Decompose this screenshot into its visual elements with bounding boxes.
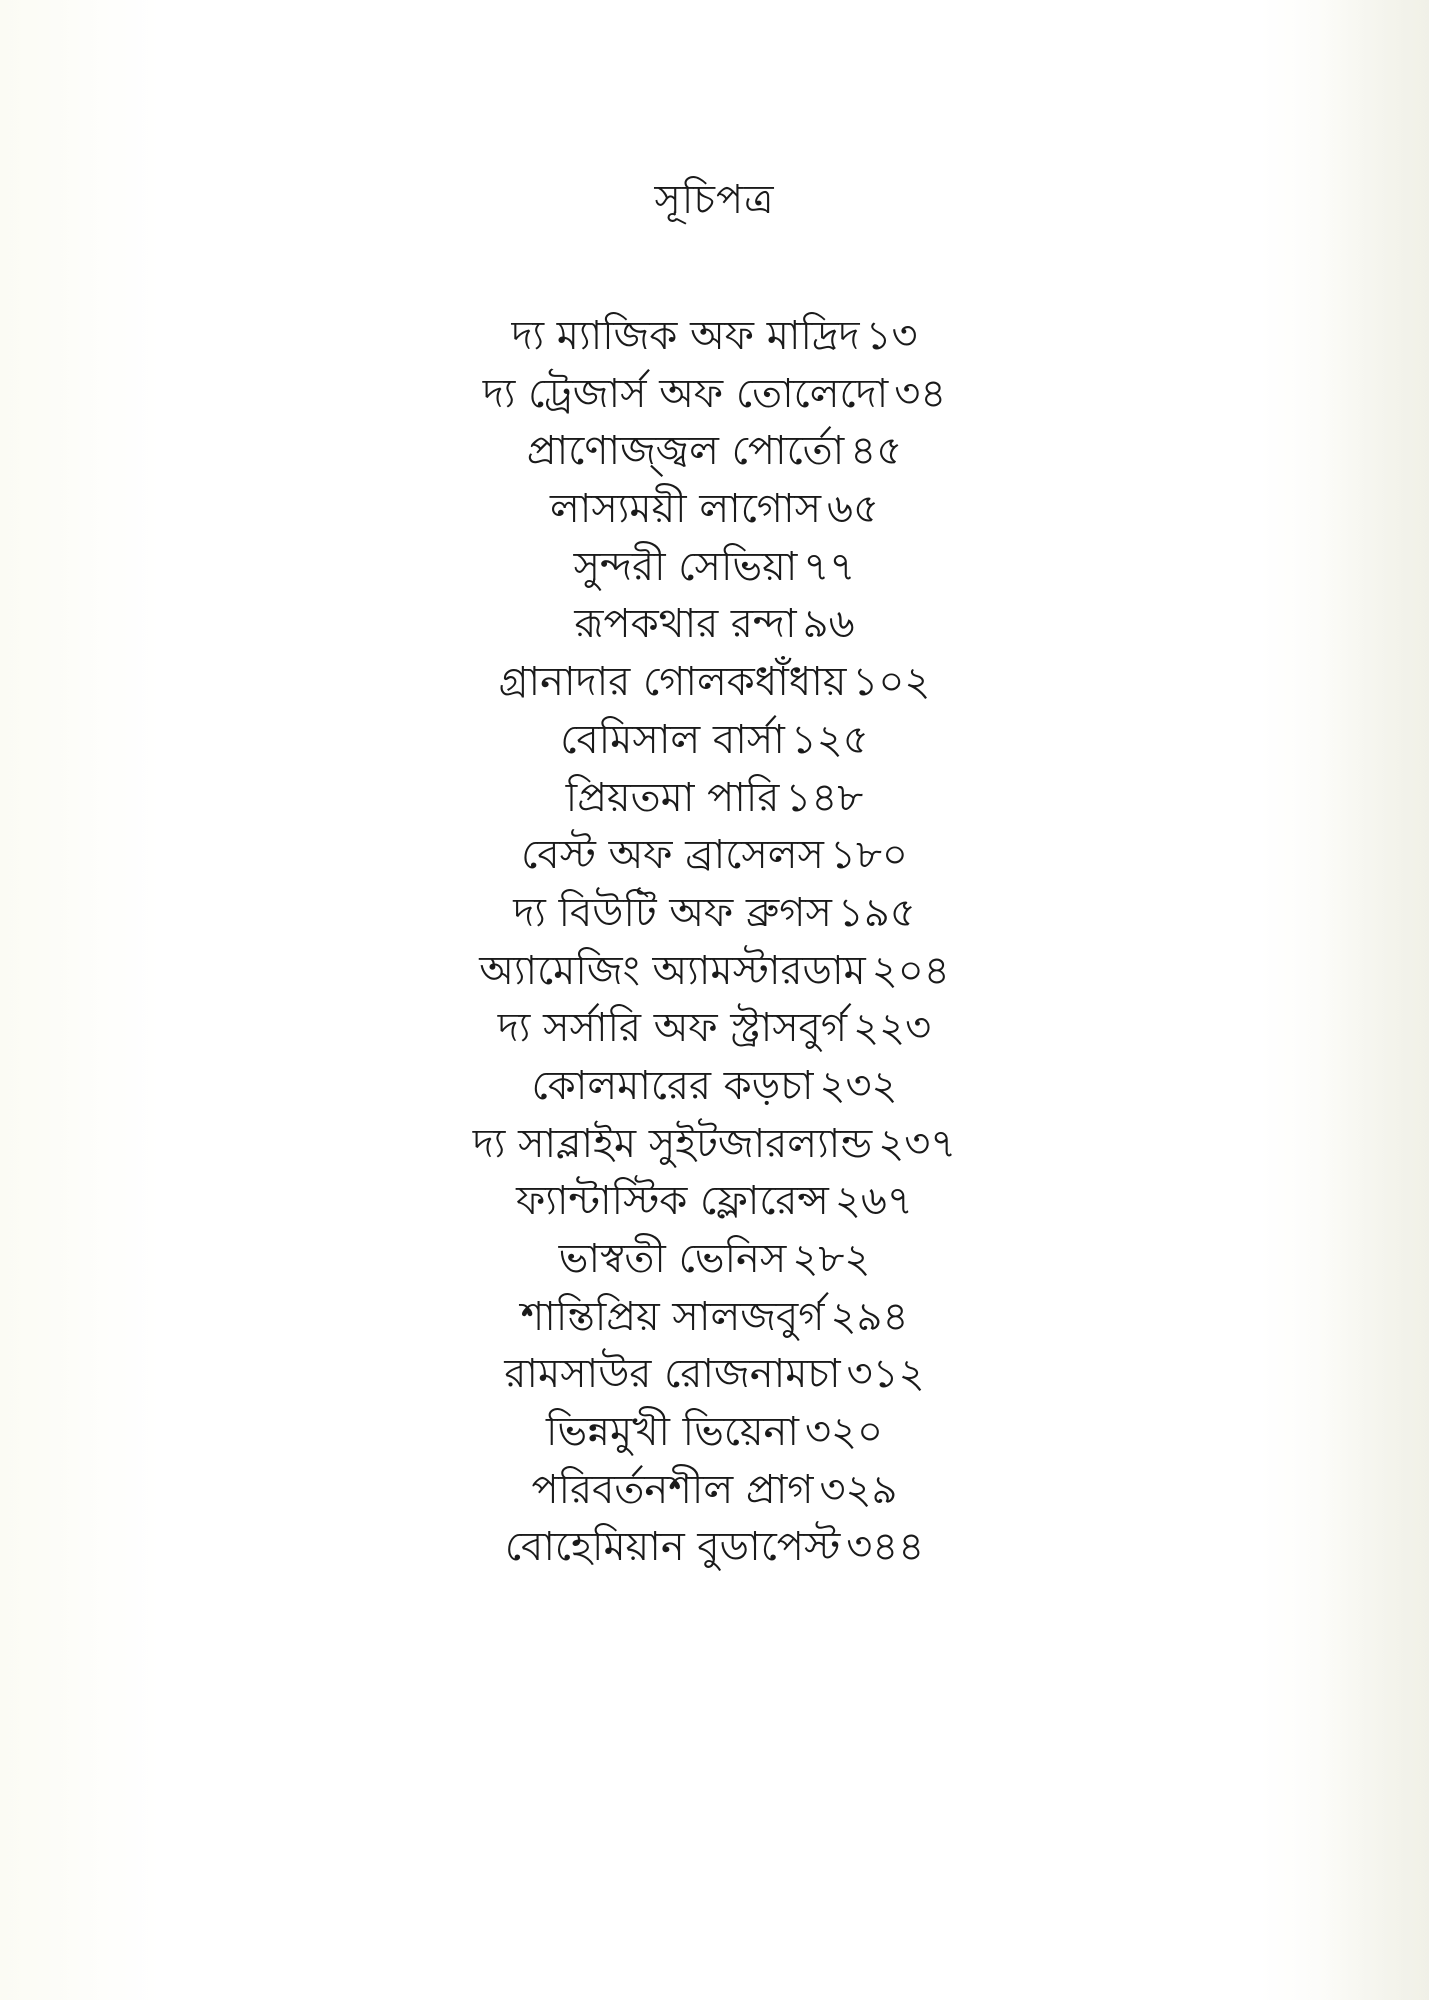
toc-entry-page-number: ৩২০ xyxy=(805,1409,884,1456)
toc-entry xyxy=(0,1231,1429,1289)
toc-entry-title: কোলমারের কড়চা xyxy=(531,1062,814,1109)
toc-entry-title: ভিন্নমুখী ভিয়েনা xyxy=(545,1409,800,1456)
toc-entry xyxy=(0,712,1429,770)
toc-entry-page-number: ২০৪ xyxy=(871,947,950,994)
toc-entry-page-number: ৯৬ xyxy=(802,601,855,648)
toc-entry-page-number: ১৯৫ xyxy=(837,889,916,936)
toc-entry xyxy=(0,1346,1429,1404)
toc-entry-page-number: ১৩ xyxy=(865,313,918,359)
toc-entry-title: বোহেমিয়ান বুডাপেস্ট xyxy=(504,1524,841,1571)
toc-entry-title: দ্য বিউটি অফ ব্রুগস xyxy=(513,889,832,936)
toc-entry-title: গ্রানাদার গোলকধাঁধায় xyxy=(498,659,847,706)
toc-entry xyxy=(0,943,1429,1001)
toc-entry-title: বেমিসাল বার্সা xyxy=(560,716,785,763)
toc-entry-title: প্রিয়তমা পারি xyxy=(565,774,780,821)
toc-entry xyxy=(0,770,1429,828)
toc-entry-page-number: ৩২৯ xyxy=(819,1466,898,1513)
toc-entry-page-number: ২৯৪ xyxy=(830,1293,909,1340)
toc-entry xyxy=(0,481,1429,539)
toc-entry-page-number: ২৩৭ xyxy=(878,1120,957,1167)
toc-entry-page-number: ১২৫ xyxy=(790,716,869,763)
toc-entry-title: রামসাউর রোজনামচা xyxy=(504,1351,841,1398)
table-of-contents xyxy=(0,308,1429,1577)
toc-entry xyxy=(0,654,1429,712)
toc-entry xyxy=(0,308,1429,366)
toc-entry-title: দ্য সর্সারি অফ স্ট্রাসবুর্গ xyxy=(497,1005,848,1052)
toc-entry xyxy=(0,1519,1429,1577)
toc-entry-page-number: ১৮০ xyxy=(829,832,908,879)
toc-entry-title: দ্য সাব্লাইম সুইটজারল্যান্ড xyxy=(472,1120,873,1167)
toc-entry-page-number: ২৮২ xyxy=(792,1236,871,1282)
toc-entry-title: ফ্যান্টাস্টিক ফ্লোরেন্স xyxy=(516,1178,829,1225)
toc-entry-title: রূপকথার রন্দা xyxy=(574,601,797,648)
page-title: সূচিপত্র xyxy=(654,177,775,223)
toc-entry-title: পরিবর্তনশীল প্রাগ xyxy=(531,1466,814,1513)
toc-entry xyxy=(0,423,1429,481)
toc-entry-page-number: ২৩২ xyxy=(819,1062,898,1109)
toc-entry xyxy=(0,885,1429,943)
toc-entry-page-number: ৪৫ xyxy=(850,428,903,475)
toc-entry-page-number: ১০২ xyxy=(852,659,931,706)
toc-entry-title: দ্য ট্রেজার্স অফ তোলেদো xyxy=(482,370,889,417)
toc-entry xyxy=(0,1058,1429,1116)
toc-entry xyxy=(0,1173,1429,1231)
toc-entry xyxy=(0,1116,1429,1174)
toc-entry-title: লাস্যময়ী লাগোস xyxy=(549,486,822,533)
toc-entry-page-number: ৩১২ xyxy=(846,1351,925,1398)
toc-entry xyxy=(0,1462,1429,1520)
toc-entry-page-number: ৩৪৪ xyxy=(846,1524,925,1571)
toc-entry xyxy=(0,596,1429,654)
toc-entry xyxy=(0,1289,1429,1347)
toc-entry-title: ভাস্বতী ভেনিস xyxy=(558,1236,787,1282)
toc-entry-page-number: ৬৫ xyxy=(827,486,880,533)
toc-entry-page-number: ৩৪ xyxy=(894,370,947,417)
toc-entry-title: বেস্ট অফ ব্রাসেলস xyxy=(521,832,824,879)
toc-entry-page-number: ২২৩ xyxy=(853,1005,932,1052)
toc-entry-title: সুন্দরী সেভিয়া xyxy=(573,543,798,590)
toc-entry xyxy=(0,539,1429,597)
toc-entry-title: প্রাণোজ্জ্বল পোর্তো xyxy=(526,428,845,475)
toc-entry-page-number: ১৪৮ xyxy=(785,774,864,821)
toc-entry-title: দ্য ম্যাজিক অফ মাদ্রিদ xyxy=(511,313,860,359)
toc-entry-page-number: ২৬৭ xyxy=(834,1178,913,1225)
toc-entry xyxy=(0,1000,1429,1058)
toc-entry-title: অ্যামেজিং অ্যামস্টারডাম xyxy=(479,947,866,994)
toc-entry xyxy=(0,827,1429,885)
toc-entry xyxy=(0,366,1429,424)
toc-entry xyxy=(0,1404,1429,1462)
toc-entry-page-number: ৭৭ xyxy=(803,543,856,590)
toc-entry-title: শান্তিপ্রিয় সালজবুর্গ xyxy=(520,1293,825,1340)
